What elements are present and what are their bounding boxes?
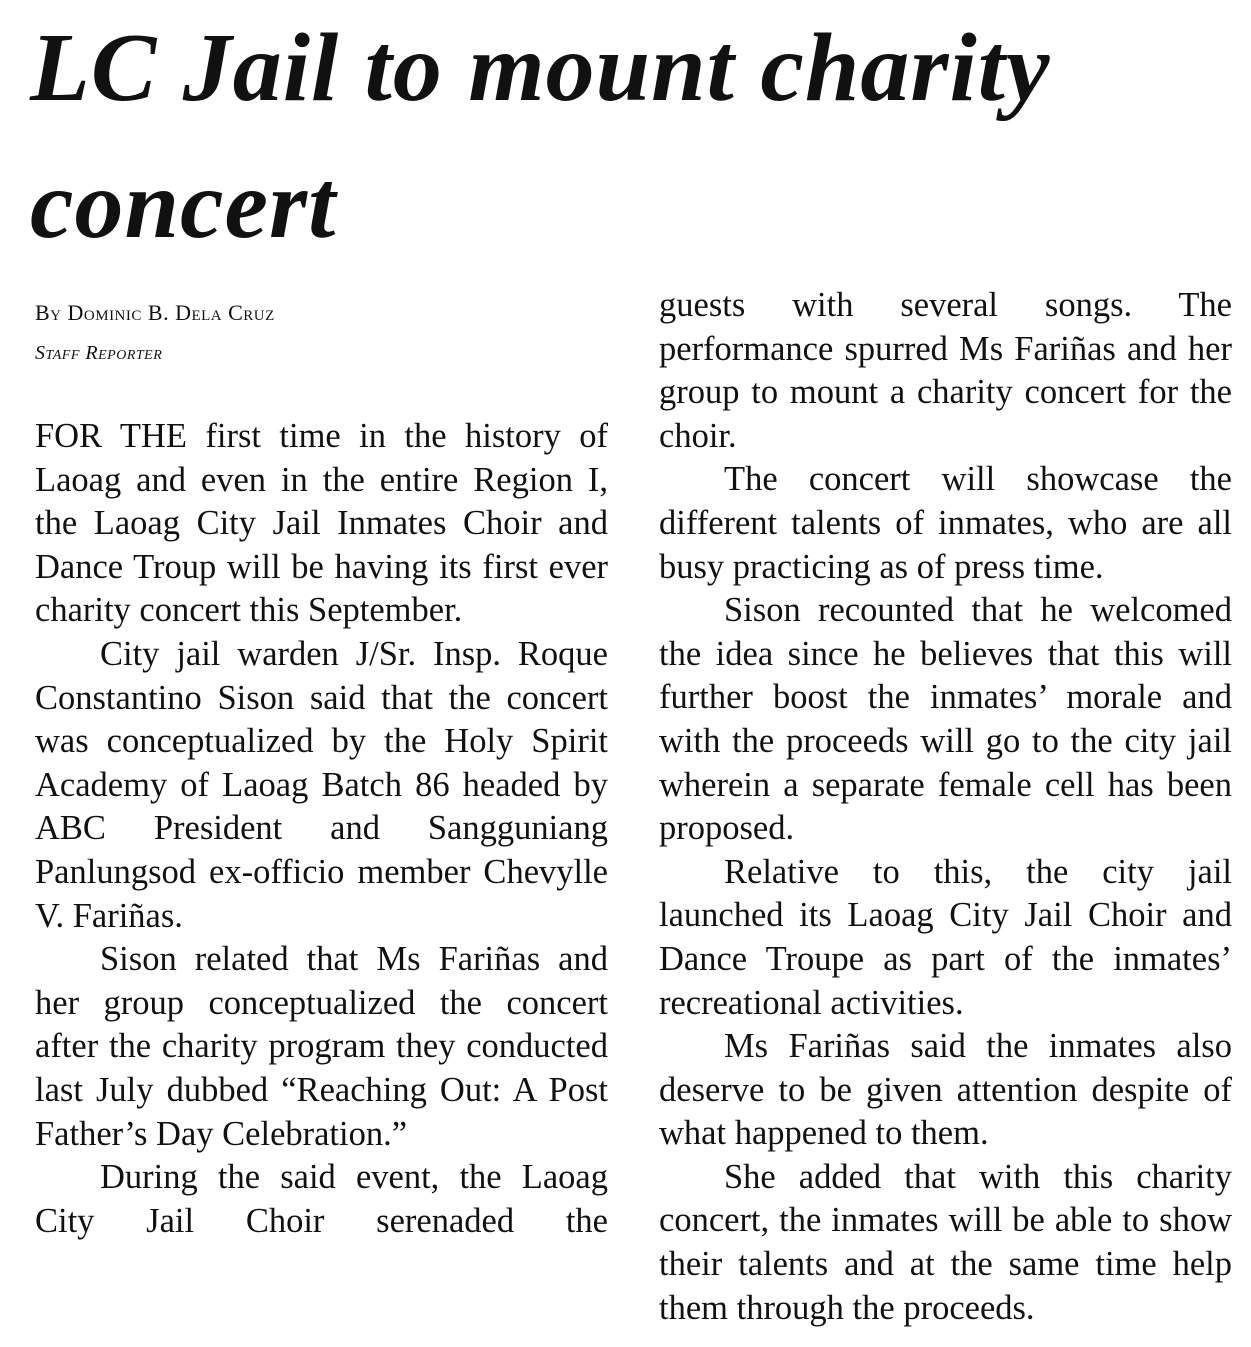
reporter-role: Staff Reporter (35, 342, 163, 364)
body-paragraph: Ms Fariñas said the inmates also deserve to be given attention despite of what happened to them. (659, 1027, 1232, 1153)
body-paragraph: FOR THE first time in the history of Laoag and even in the entire Region I, the Laoag City Jail Inmates Choir and Dance Troup will be having its first ever charity concert this September. (35, 417, 608, 630)
body-paragraph: She added that with this charity concert, the inmates will be able to show their talents and at the same time help them through the proceeds. (659, 1157, 1232, 1327)
article-column-left (35, 415, 608, 1243)
body-paragraph: City jail warden J/Sr. Insp. Roque Constantino Sison said that the concert was conceptualized by the Holy Spirit Academy of Laoag Batch 86 headed by ABC President and Sangguniang Panlungsod ex-officio member Chevylle V. Fariñas. (35, 634, 608, 935)
body-paragraph: The concert will showcase the different talents of inmates, who are all busy practicing as of press time. (659, 460, 1232, 586)
article-byline: By Dominic B. Dela Cruz (35, 300, 275, 325)
body-paragraph: Sison recounted that he welcomed the idea since he believes that this will further boost the inmates’ morale and with the proceeds will go to the city jail wherein a separate female cell has been proposed. (659, 591, 1232, 848)
body-paragraph: Sison related that Ms Fariñas and her group conceptualized the concert after the charity program they conducted last July dubbed “Reaching Out: A Post Father’s Day Celebration.” (35, 940, 608, 1153)
article-column-right (659, 284, 1232, 1330)
body-paragraph: During the said event, the Laoag City Jail Choir serenaded the (35, 1158, 608, 1240)
body-paragraph: guests with several songs. The performance spurred Ms Fariñas and her group to mount a charity concert for the choir. (659, 286, 1232, 455)
body-paragraph: Relative to this, the city jail launched its Laoag City Jail Choir and Dance Troupe as part of the inmates’ recreational activities. (659, 852, 1232, 1022)
article-headline: LC Jail to mount charity concert (30, 14, 1051, 259)
